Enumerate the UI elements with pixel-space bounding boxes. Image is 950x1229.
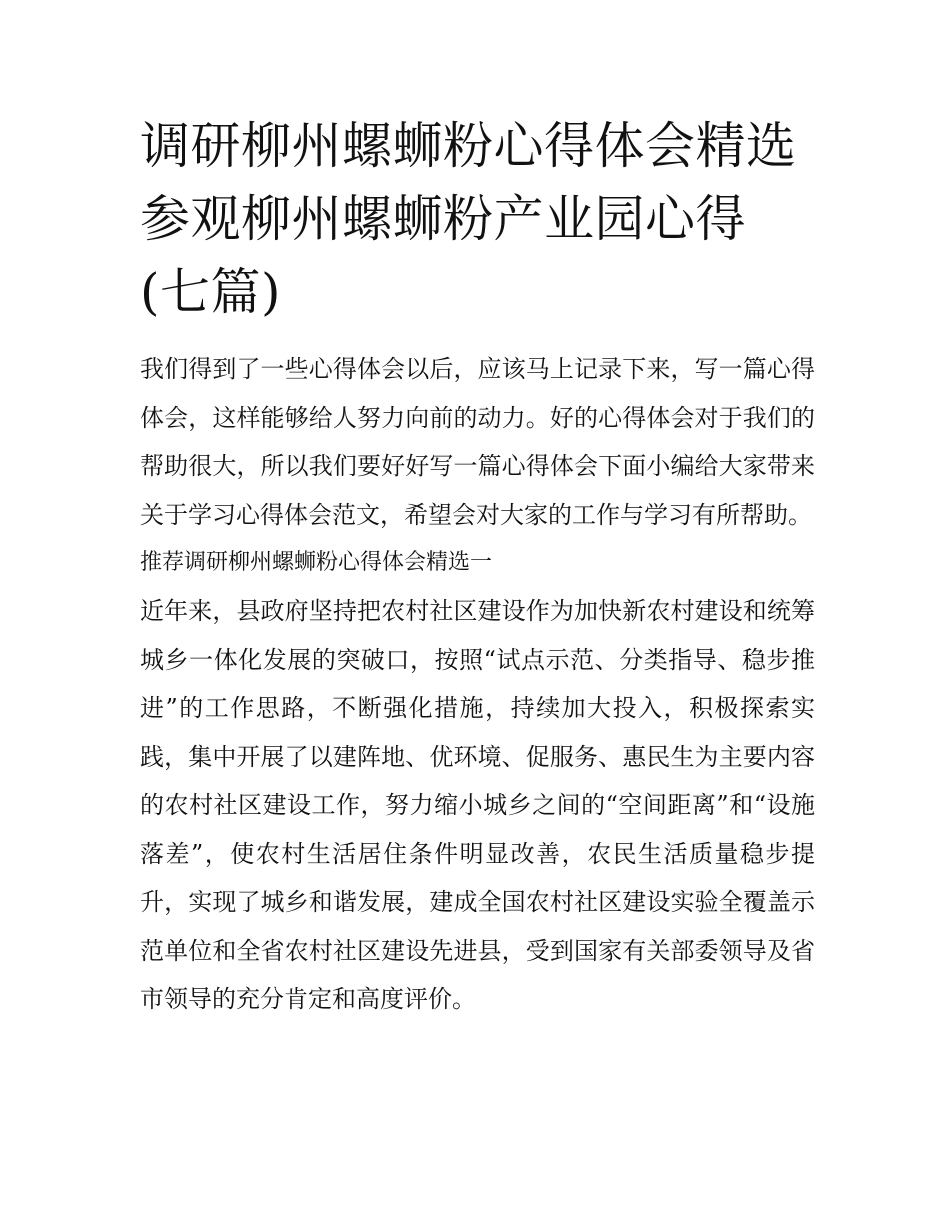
section-heading: 推荐调研柳州螺蛳粉心得体会精选一: [140, 550, 493, 575]
intro-paragraph: 我们得到了一些心得体会以后，应该马上记录下来，写一篇心得体会，这样能够给人努力向前的动力。好的心得体会对于我们的帮助很大，所以我们要好好写一篇心得体会下面小编给大家带来关于学习心得体会范文，希望会对大家的工作与学习有所帮助。: [140, 355, 815, 529]
section-body-paragraph: 近年来，县政府坚持把农村社区建设作为加快新农村建设和统筹城乡一体化发展的突破口，按照“试点示范、分类指导、稳步推进”的工作思路，不断强化措施，持续加大投入，积极探索实践，集中开展了以建阵地、优环境、促服务、惠民生为主要内容的农村社区建设工作，努力缩小城乡之间的“空间距离”和“设施落差”，使农村生活居住条件明显改善，农民生活质量稳步提升，实现了城乡和谐发展，建成全国农村社区建设实验全覆盖示范单位和全省农村社区建设先进县，受到国家有关部委领导及省市领导的充分肯定和高度评价。: [140, 597, 815, 1013]
document-title: 调研柳州螺蛳粉心得体会精选参观柳州螺蛳粉产业园心得(七篇): [140, 117, 797, 321]
document-page: [140, 110, 815, 1024]
